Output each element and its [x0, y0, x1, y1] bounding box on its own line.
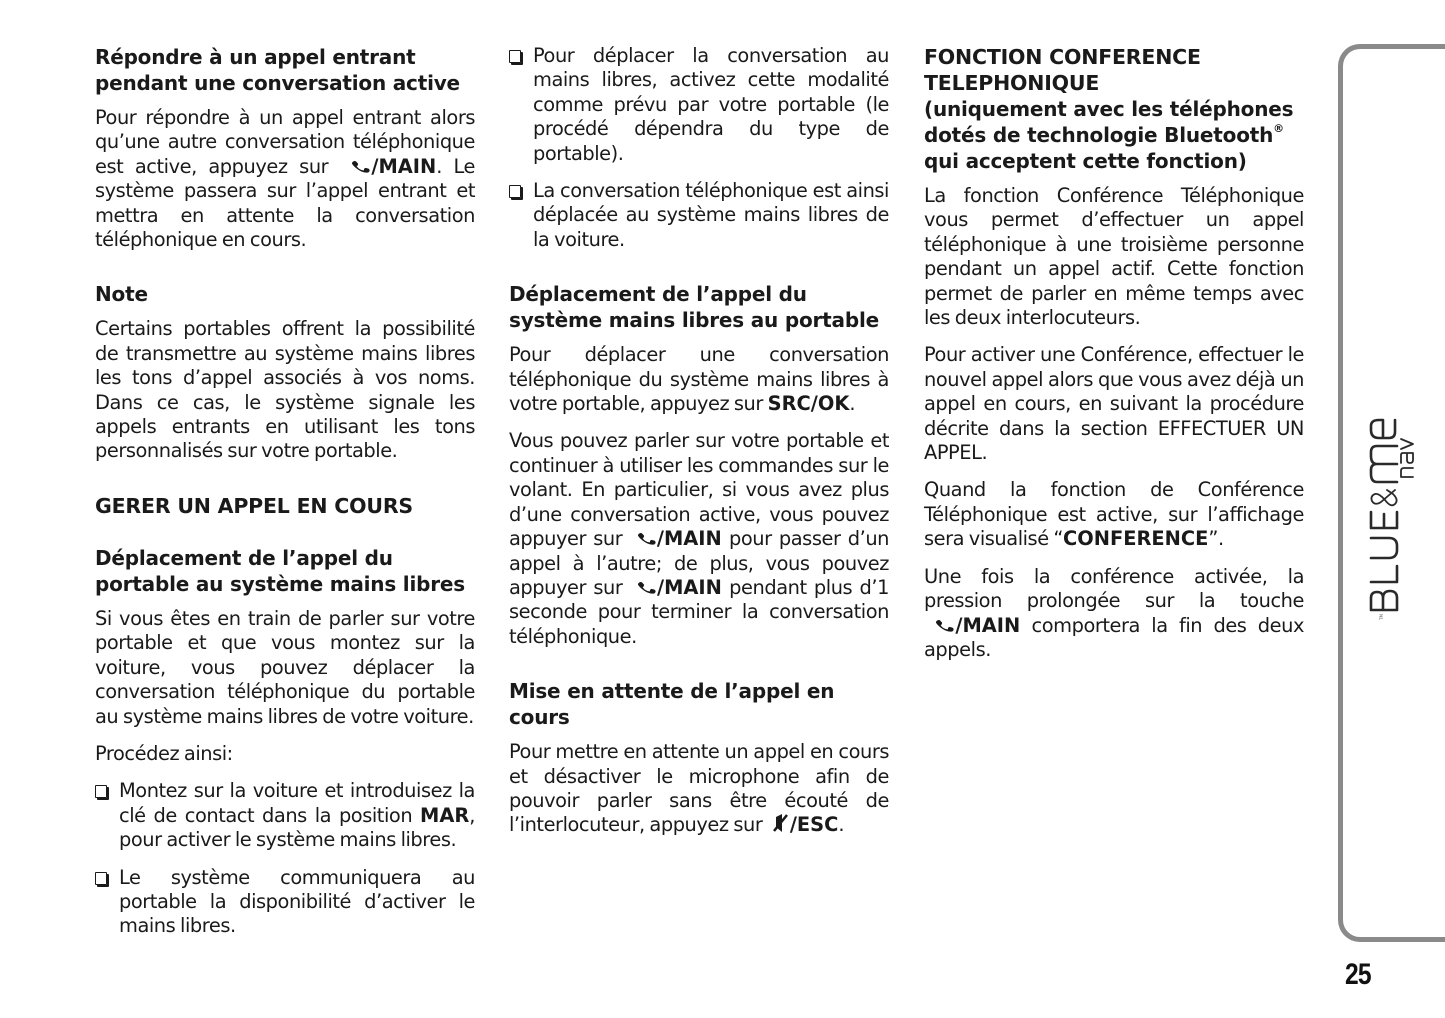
phone-handset-icon [638, 580, 656, 596]
column-2 [509, 44, 889, 851]
phone-handset-icon [936, 618, 954, 634]
checkbox-bullet-icon [95, 872, 107, 885]
checkbox-bullet-icon [509, 185, 521, 198]
checkbox-bullet-icon [95, 785, 107, 798]
paragraph-procedure-intro: Procédez ainsi: [95, 741, 233, 765]
paragraph-note: Certains portables offrent la possibilité de transmettre au système mains libres les tons d’appel associés à vos noms. Dans ce cas, le système signale les appels entrants en utilisant les tons personnalisés sur votre portable. [95, 317, 475, 463]
phone-handset-icon [352, 159, 370, 175]
brand-logo [1357, 372, 1417, 622]
blue-and-me-nav-logo [1357, 372, 1417, 622]
paragraph-hold-call: Pour mettre en attente un appel en cours et désactiver le microphone afin de pouvoir parler sans être écouté de l’interlocuteur, appuyez sur /ESC. [509, 740, 889, 837]
heading-move-call-to-phone: Déplacement de l’appel du système mains libres au portable [509, 282, 879, 333]
main-key: /MAIN [630, 527, 722, 550]
bullet-item: Pour déplacer la conversation au mains libres, activez cette modalité comme prévu par votre portable (le procédé dépendra du type de portable). [509, 44, 889, 166]
main-key: /MAIN [630, 576, 722, 599]
paragraph-conference-display: Quand la fonction de Conférence Téléphonique est active, sur l’affichage sera visualisé “CONFERENCE”. [924, 478, 1304, 551]
paragraph-steering-controls: Vous pouvez parler sur votre portable et continuer à utiliser les commandes sur le volant. En particulier, si vous avez plus d’une conversation active, vous pouvez appuyer sur /MAIN pour passer d’un appel à l’autre; de plus, vous pouvez appuyer sur /MAIN pendant plus d’1 seconde pour terminer la conversation téléphonique. [509, 429, 889, 648]
heading-conference-subtitle: (uniquement avec les téléphones dotés de technologie Bluetooth® qui acceptent cette fonction) [924, 97, 1294, 173]
column-1 [95, 44, 475, 952]
src-ok-key: SRC/OK [767, 392, 850, 416]
heading-manage-call: GERER UN APPEL EN COURS [95, 493, 413, 518]
paragraph-conference-intro: La fonction Conférence Téléphonique vous permet d’effectuer un appel téléphonique à une troisième personne pendant un appel actif. Cette fonction permet de parler en même temps avec les deux interlocuteurs. [924, 184, 1304, 330]
main-key: /MAIN [924, 614, 1020, 637]
paragraph-answer-incoming-call: Pour répondre à un appel entrant alors qu’une autre conversation téléphonique est active, appuyez sur /MAIN. Le système passera sur l’appel entrant et mettra en attente la conversation téléphonique en cours. [95, 106, 475, 252]
heading-conference-call: FONCTION CONFERENCE TELEPHONIQUE [924, 45, 1201, 95]
microphone-mute-icon [773, 813, 789, 833]
heading-hold-call: Mise en attente de l’appel en cours [509, 679, 835, 730]
heading-note: Note [95, 282, 148, 307]
bullet-item: La conversation téléphonique est ainsi déplacée au système mains libres de la voiture. [509, 179, 889, 252]
main-key: /MAIN [340, 155, 436, 178]
phone-handset-icon [638, 531, 656, 547]
paragraph-conference-activate: Pour activer une Conférence, effectuer le nouvel appel alors que vous avez déjà un appel en cours, en suivant la procédure décrite dans la section EFFECTUER UN APPEL. [924, 343, 1304, 465]
paragraph-move-call-to-phone: Pour déplacer une conversation téléphonique du système mains libres à votre portable, appuyez sur SRC/OK. [509, 343, 889, 416]
paragraph-conference-end: Une fois la conférence activée, la pression prolongée sur la touche /MAIN comportera la fin des deux appels. [924, 564, 1304, 661]
paragraph-move-call-to-handsfree: Si vous êtes en train de parler sur votre portable et que vous montez sur la voiture, vous pouvez déplacer la conversation téléphonique du portable au système mains libres de votre voiture. [95, 606, 475, 728]
esc-key: /ESC [767, 813, 838, 836]
checkbox-bullet-icon [509, 50, 521, 63]
bullet-item: Montez sur la voiture et introduisez la clé de contact dans la position MAR, pour activer le système mains libres. [95, 779, 475, 852]
page-number: 25 [1345, 958, 1371, 991]
trademark-mark: TM [1379, 614, 1384, 620]
heading-answer-incoming-call: Répondre à un appel entrant pendant une conversation active [95, 45, 460, 95]
column-3 [924, 44, 1304, 675]
heading-move-call-to-handsfree: Déplacement de l’appel du portable au système mains libres [95, 545, 465, 596]
bullet-item: Le système communiquera au portable la disponibilité d’activer le mains libres. [95, 866, 475, 939]
